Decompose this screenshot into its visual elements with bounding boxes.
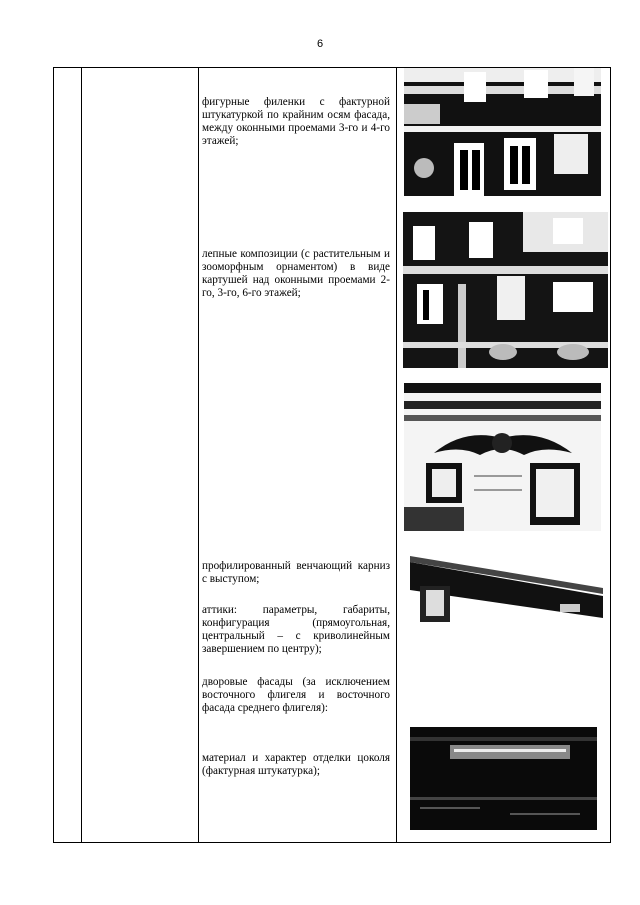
stucco-cartouches-photo — [403, 212, 608, 368]
cornice-photo — [410, 556, 603, 626]
column-divider-3 — [396, 68, 397, 842]
entry-text-1: фигурные филенки с фактурной штукатуркой по крайним осям фасада, между оконными проемами 3-го и 4-го этажей; — [202, 96, 390, 147]
column-divider-1 — [81, 68, 82, 842]
page-number: 6 — [316, 38, 324, 50]
plinth-photo — [410, 727, 597, 830]
facade-panels-photo — [404, 68, 601, 196]
column-divider-2 — [198, 68, 199, 842]
entry-text-3: профилированный венчающий карниз с выступом; — [202, 560, 390, 585]
entry-text-4: аттики: параметры, габариты, конфигурация (прямоугольная, центральный – с криволинейным завершением по центру); — [202, 604, 390, 655]
ornamental-cartouche-photo — [404, 383, 601, 531]
entry-text-2: лепные композиции (с растительным и зооморфным орнаментом) в виде картушей над оконными проемами 2-го, 3-го, 6-го этажей; — [202, 248, 390, 299]
entry-text-6: материал и характер отделки цоколя (фактурная штукатурка); — [202, 752, 390, 777]
entry-text-5: дворовые фасады (за исключением восточного флигеля и восточного фасада среднего флигеля): — [202, 676, 390, 714]
